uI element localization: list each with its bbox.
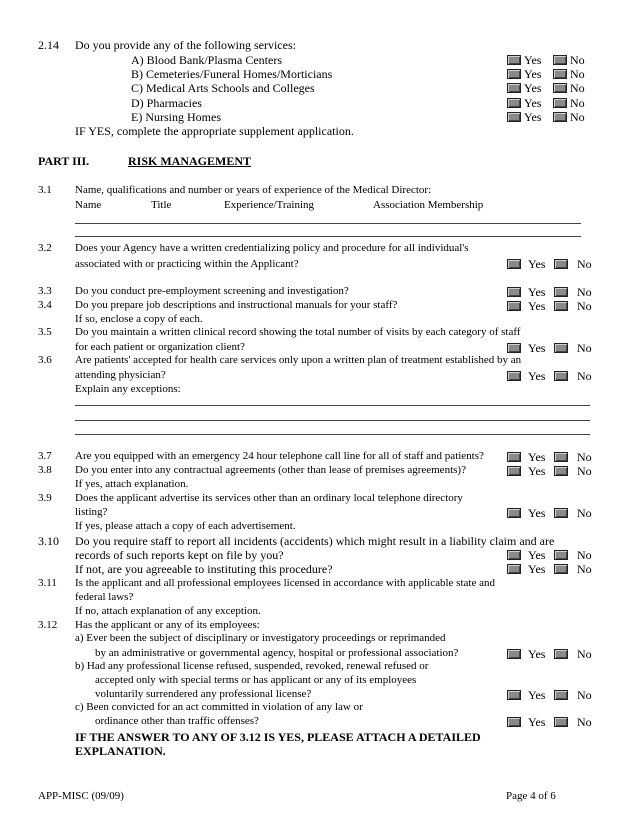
q214c-yes-checkbox[interactable] xyxy=(507,83,521,93)
q37-num: 3.7 xyxy=(38,450,52,462)
no-label: No xyxy=(577,715,592,729)
yes-label: Yes xyxy=(528,369,546,383)
q214a-yes-checkbox[interactable] xyxy=(507,55,521,65)
q311-num: 3.11 xyxy=(38,577,57,589)
q311-text-line2: federal laws? xyxy=(75,591,134,603)
yes-label: Yes xyxy=(524,96,542,110)
q214d-yes-checkbox[interactable] xyxy=(507,98,521,108)
yes-label: Yes xyxy=(528,257,546,271)
q214-item-a: A) Blood Bank/Plasma Centers xyxy=(131,53,282,67)
q214-item-d: D) Pharmacies xyxy=(131,96,202,110)
yes-label: Yes xyxy=(528,506,546,520)
no-label: No xyxy=(570,110,585,124)
q312a-no-checkbox[interactable] xyxy=(554,649,568,659)
q39-num: 3.9 xyxy=(38,492,52,504)
q36-yes-checkbox[interactable] xyxy=(507,371,521,381)
q39-text-line1: Does the applicant advertise its services other than an ordinary local telephone directory xyxy=(75,492,463,504)
q214-item-b: B) Cemeteries/Funeral Homes/Morticians xyxy=(131,67,333,81)
q31-col-experience: Experience/Training xyxy=(224,199,315,211)
no-label: No xyxy=(577,285,592,299)
q33-num: 3.3 xyxy=(38,285,52,297)
q312b-no-checkbox[interactable] xyxy=(554,690,568,700)
q214-text: Do you provide any of the following services: xyxy=(75,38,296,52)
yes-label: Yes xyxy=(528,341,546,355)
no-label: No xyxy=(577,562,592,576)
yes-label: Yes xyxy=(524,110,542,124)
no-label: No xyxy=(577,369,592,383)
q310-agree-yes-checkbox[interactable] xyxy=(507,564,521,574)
q36-answer-line[interactable] xyxy=(75,420,590,421)
q32-yes-checkbox[interactable] xyxy=(507,259,521,269)
q31-col-association: Association Membership xyxy=(373,199,484,211)
q39-yes-checkbox[interactable] xyxy=(507,508,521,518)
q310-yes-checkbox[interactable] xyxy=(507,550,521,560)
yes-label: Yes xyxy=(528,647,546,661)
q310-num: 3.10 xyxy=(38,534,59,548)
q31-answer-line[interactable] xyxy=(75,236,581,237)
no-label: No xyxy=(570,67,585,81)
q214e-yes-checkbox[interactable] xyxy=(507,112,521,122)
q214a-no-checkbox[interactable] xyxy=(553,55,567,65)
no-label: No xyxy=(577,257,592,271)
q34-text: Do you prepare job descriptions and instructional manuals for your staff? xyxy=(75,299,398,311)
q312-warning-line2: EXPLANATION. xyxy=(75,744,166,758)
q37-yes-checkbox[interactable] xyxy=(507,452,521,462)
q311-note: If no, attach explanation of any exception. xyxy=(75,605,261,617)
footer-form-id: APP-MISC (09/09) xyxy=(38,790,124,802)
q37-text: Are you equipped with an emergency 24 hour telephone call line for all of staff and patients? xyxy=(75,450,484,462)
q31-answer-line[interactable] xyxy=(75,223,581,224)
q35-no-checkbox[interactable] xyxy=(554,343,568,353)
q36-text-line2: attending physician? xyxy=(75,369,166,381)
q31-text: Name, qualifications and number or years of experience of the Medical Director: xyxy=(75,184,432,196)
q36-note: Explain any exceptions: xyxy=(75,383,181,395)
part-label: PART III. xyxy=(38,154,90,168)
yes-label: Yes xyxy=(528,715,546,729)
q32-text-line2: associated with or practicing within the Applicant? xyxy=(75,258,299,270)
q312c-text-line1: c) Been convicted for an act committed in violation of any law or xyxy=(75,701,363,713)
yes-label: Yes xyxy=(528,688,546,702)
q214b-no-checkbox[interactable] xyxy=(553,69,567,79)
q33-text: Do you conduct pre-employment screening and investigation? xyxy=(75,285,349,297)
q312c-no-checkbox[interactable] xyxy=(554,717,568,727)
q38-num: 3.8 xyxy=(38,464,52,476)
q312c-text-line2: ordinance other than traffic offenses? xyxy=(95,715,259,727)
q311-text-line1: Is the applicant and all professional employees licensed in accordance with applicable state and xyxy=(75,577,495,589)
yes-label: Yes xyxy=(528,548,546,562)
q38-note: If yes, attach explanation. xyxy=(75,478,189,490)
q214b-yes-checkbox[interactable] xyxy=(507,69,521,79)
q312a-text-line2: by an administrative or governmental agency, hospital or professional association? xyxy=(95,647,459,659)
q312a-yes-checkbox[interactable] xyxy=(507,649,521,659)
yes-label: Yes xyxy=(528,450,546,464)
q310-text-line2: records of such reports kept on file by you? xyxy=(75,548,284,562)
no-label: No xyxy=(570,53,585,67)
q33-no-checkbox[interactable] xyxy=(554,287,568,297)
no-label: No xyxy=(577,341,592,355)
q36-answer-line[interactable] xyxy=(75,405,590,406)
yes-label: Yes xyxy=(524,81,542,95)
q310-no-checkbox[interactable] xyxy=(554,550,568,560)
q36-answer-line[interactable] xyxy=(75,434,590,435)
q310-text-line3: If not, are you agreeable to instituting this procedure? xyxy=(75,562,333,576)
yes-label: Yes xyxy=(528,562,546,576)
q214-num: 2.14 xyxy=(38,38,59,52)
q35-yes-checkbox[interactable] xyxy=(507,343,521,353)
no-label: No xyxy=(570,81,585,95)
q36-no-checkbox[interactable] xyxy=(554,371,568,381)
no-label: No xyxy=(577,647,592,661)
q35-num: 3.5 xyxy=(38,326,52,338)
q312c-yes-checkbox[interactable] xyxy=(507,717,521,727)
footer-page-number: Page 4 of 6 xyxy=(506,790,556,802)
q34-yes-checkbox[interactable] xyxy=(507,301,521,311)
q312-text: Has the applicant or any of its employees: xyxy=(75,619,260,631)
yes-label: Yes xyxy=(528,464,546,478)
q312b-text-line1: b) Had any professional license refused, suspended, revoked, renewal refused or xyxy=(75,660,429,672)
q310-text-line1: Do you require staff to report all incidents (accidents) which might result in a liability claim and are xyxy=(75,534,555,548)
q38-text: Do you enter into any contractual agreements (other than lease of premises agreements)? xyxy=(75,464,466,476)
q32-no-checkbox[interactable] xyxy=(554,259,568,269)
q310-agree-no-checkbox[interactable] xyxy=(554,564,568,574)
section-title: RISK MANAGEMENT xyxy=(128,154,252,168)
no-label: No xyxy=(577,464,592,478)
q34-no-checkbox[interactable] xyxy=(554,301,568,311)
q39-note: If yes, please attach a copy of each advertisement. xyxy=(75,520,296,532)
q312a-text-line1: a) Ever been the subject of disciplinary or investigatory proceedings or reprimanded xyxy=(75,632,446,644)
q37-no-checkbox[interactable] xyxy=(554,452,568,462)
yes-label: Yes xyxy=(524,67,542,81)
q214-item-c: C) Medical Arts Schools and Colleges xyxy=(131,81,315,95)
q214d-no-checkbox[interactable] xyxy=(553,98,567,108)
q31-col-title: Title xyxy=(151,199,172,211)
q214-item-e: E) Nursing Homes xyxy=(131,110,221,124)
no-label: No xyxy=(577,506,592,520)
q38-yes-checkbox[interactable] xyxy=(507,466,521,476)
q35-text-line2: for each patient or organization client? xyxy=(75,341,245,353)
q214c-no-checkbox[interactable] xyxy=(553,83,567,93)
no-label: No xyxy=(577,688,592,702)
no-label: No xyxy=(577,450,592,464)
q214e-no-checkbox[interactable] xyxy=(553,112,567,122)
q32-num: 3.2 xyxy=(38,242,52,254)
no-label: No xyxy=(570,96,585,110)
q312b-yes-checkbox[interactable] xyxy=(507,690,521,700)
q35-text-line1: Do you maintain a written clinical record showing the total number of visits by each category of staff xyxy=(75,326,521,338)
no-label: No xyxy=(577,299,592,313)
q36-text-line1: Are patients' accepted for health care services only upon a written plan of treatment established by an xyxy=(75,354,522,366)
yes-label: Yes xyxy=(528,285,546,299)
q38-no-checkbox[interactable] xyxy=(554,466,568,476)
q39-text-line2: listing? xyxy=(75,506,108,518)
q312-warning-line1: IF THE ANSWER TO ANY OF 3.12 IS YES, PLEASE ATTACH A DETAILED xyxy=(75,730,481,744)
yes-label: Yes xyxy=(528,299,546,313)
q31-num: 3.1 xyxy=(38,184,52,196)
q34-note: If so, enclose a copy of each. xyxy=(75,313,203,325)
q33-yes-checkbox[interactable] xyxy=(507,287,521,297)
q31-col-name: Name xyxy=(75,199,102,211)
q312b-text-line3: voluntarily surrendered any professional license? xyxy=(95,688,312,700)
q312-num: 3.12 xyxy=(38,619,58,631)
q39-no-checkbox[interactable] xyxy=(554,508,568,518)
no-label: No xyxy=(577,548,592,562)
q312b-text-line2: accepted only with special terms or has applicant or any of its employees xyxy=(95,674,417,686)
q36-num: 3.6 xyxy=(38,354,52,366)
q32-text-line1: Does your Agency have a written credentializing policy and procedure for all individual's xyxy=(75,242,469,254)
yes-label: Yes xyxy=(524,53,542,67)
q214-note: IF YES, complete the appropriate supplement application. xyxy=(75,124,354,138)
q34-num: 3.4 xyxy=(38,299,52,311)
